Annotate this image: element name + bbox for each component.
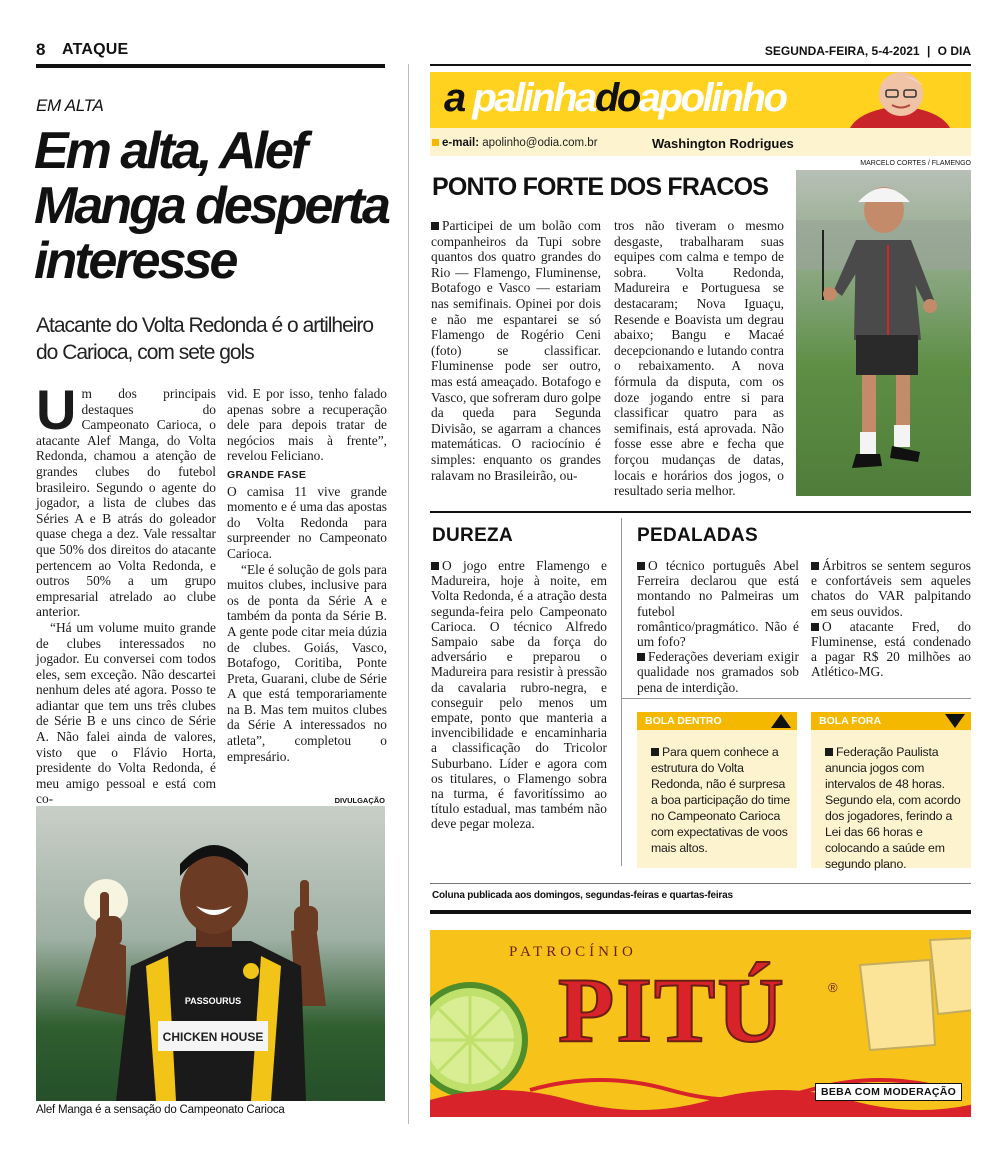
header-rule-left xyxy=(36,64,385,68)
column-divider xyxy=(408,64,409,1124)
email-address[interactable]: apolinho@odia.com.br xyxy=(482,137,598,149)
pedaladas-col-2 xyxy=(811,558,971,680)
column-main-col-2 xyxy=(614,218,784,499)
date-text: SEGUNDA-FEIRA, 5-4-2021 xyxy=(764,44,920,58)
column-main-title: PONTO FORTE DOS FRACOS xyxy=(432,173,769,201)
article-column-1 xyxy=(36,378,216,807)
coach-photo-credit: MARCELO CORTES / FLAMENGO xyxy=(860,160,971,167)
headline: Em alta, Alef Manga desperta interesse xyxy=(34,122,388,290)
article-paragraph: “Há um volume muito grande de clubes interessados no jogador. Eu conversei com todos eles, sem exceção. Não descartei nenhum deles até agora. Posso te adiantar que tem uns três clubes de Série B e uns cinco de Série A. Não falei ainda de valores, visto que o Flávio Horta, presidente do Volta Redonda, é meu amigo pessoal e está com co- xyxy=(36,619,216,807)
footer-note-rule xyxy=(430,883,971,884)
section-label: ATAQUE xyxy=(62,41,129,58)
column-paragraph: O atacante Fred, do Fluminense, está condenado a pagar R$ 20 milhões ao Atlético-MG. xyxy=(811,618,971,680)
footer-rule xyxy=(430,910,971,914)
photo-credit: DIVULGAÇÃO xyxy=(334,796,385,805)
article-paragraph: O camisa 11 vive grande momento e é uma das apostas do Volta Redonda para surpreender no Campeonato Carioca. xyxy=(227,483,387,561)
email-label: e-mail: xyxy=(442,137,480,149)
ad-registered-mark: ® xyxy=(828,980,838,995)
newspaper-name: O DIA xyxy=(937,44,971,58)
title-apolinho: apolinho xyxy=(638,76,786,120)
shirt-sponsor-1: PASSOURUS xyxy=(184,996,242,1006)
coach-illustration xyxy=(796,170,971,496)
columnist-portrait xyxy=(840,72,971,128)
pedaladas-col-1 xyxy=(637,558,799,695)
bola-fora-label: BOLA FORA xyxy=(811,712,971,730)
coach-photo xyxy=(796,170,971,496)
kicker: EM ALTA xyxy=(36,96,104,115)
column-paragraph: O técnico português Abel Ferreira declarou que está montando no Palmeiras um futebol romântico/pragmático. Não é um fofo? xyxy=(637,558,799,650)
column-author: Washington Rodrigues xyxy=(652,136,794,151)
subheadline: Atacante do Volta Redonda é o artilheiro do Carioca, com sete gols xyxy=(36,314,374,364)
bola-fora-text: Federação Paulista anuncia jogos com intervalos de 48 horas. Segundo ela, com acordo dos jogadores, ferindo a Lei das 66 horas e colocando a saúde em segundo plano. xyxy=(825,745,961,871)
column-email xyxy=(432,137,598,149)
column-paragraph: tros não tiveram o mesmo desgaste, trabalharam suas equipes com calma e tempo de sobra. Volta Redonda, Madureira e Portuguesa se destacaram; Nova Iguaçu, Resende e Boavista um degrau abaixo; Bangu e Macaé decepcionando e lutando contra o rebaixamento. A nova fórmula da disputa, com os doze jogando entre si para classificar quatro para as semifinais, está aprovada. Não fosse esse abre e fecha que forçou mudanças de datas, locais e horários dos jogos, o resultado seria melhor. xyxy=(614,218,784,499)
column-paragraph: Participei de um bolão com companheiros da Tupi sobre quantos dos quatro grandes do Rio — Flamengo, Fluminense, Botafogo e Vasco — estariam nas semifinais. Opinei por dois e não me espantarei se só Flamengo de Rogério Ceni (foto) se classificar. Fluminense pode ser outro, mas está ameaçado. Botafogo e Vasco, que sofreram duro golpe da queda para Segunda Divisão, se agarram a chances matemáticas. O raciocínio é simples: enquanto os grandes ralavam no Brasileirão, ou- xyxy=(431,218,601,483)
ad-disclaimer: BEBA COM MODERAÇÃO xyxy=(815,1083,962,1101)
bola-dentro-label: BOLA DENTRO xyxy=(637,712,797,730)
dureza-title: DUREZA xyxy=(432,525,513,546)
sponsor-ad[interactable] xyxy=(430,930,971,1117)
article-column-2 xyxy=(227,386,387,764)
column-main-col-1 xyxy=(431,218,601,483)
shirt-sponsor-2: CHICKEN HOUSE xyxy=(162,1030,264,1044)
ad-sponsor-label: PATROCÍNIO xyxy=(509,944,637,960)
title-a: a xyxy=(444,76,464,120)
pedaladas-rule xyxy=(622,698,971,699)
column-paragraph: O jogo entre Flamengo e Madureira, hoje à noite, em Volta Redonda, é a atração desta segunda-feira pelo Campeonato Carioca. O técnico Alfredo Sampaio sabe da força do adversário e preparou o Madureira para resistir à pressão da cavalaria rubro-negra, e conseguir pelo menos um empate, ponto que manteria a invencibilidade e encaminharia a classificação do Tricolor Suburbano. Líder e agora com os titulares, o Flamengo sobra na turma, é favoritíssimo ao título estadual, mas também não deve pegar moleza. xyxy=(431,558,607,832)
bola-dentro-text: Para quem conhece a estrutura do Volta Redonda, não é surpresa a boa participação do time no Campeonato Carioca com expectativas de voos mais altos. xyxy=(651,745,791,855)
subsection-divider xyxy=(621,518,622,866)
article-paragraph: vid. E por isso, tenho falado apenas sobre a recuperação dele para depois tratar de negócios mais à frente”, revelou Feliciano. xyxy=(227,386,387,464)
ad-brand: PITÚ xyxy=(558,959,786,1061)
article-paragraph: “Ele é solução de gols para muitos clubes, inclusive para os de ponta da Série A e também da ponta da Série B. A gente pode citar meia dúzia de clubes. Goiás, Vasco, Botafogo, Coritiba, Ponte Preta, Guarani, clube de Série A que está temporariamente na B. Mas tem muitos clubes da Série A interessados no atleta”, completou o empresário. xyxy=(227,561,387,764)
drop-cap: U xyxy=(36,378,77,441)
arrow-up-icon xyxy=(770,713,792,729)
column-footer-note: Coluna publicada aos domingos, segundas-feiras e quartas-feiras xyxy=(432,890,733,901)
section-rule xyxy=(430,511,971,513)
page-number: 8 xyxy=(36,40,46,59)
photo-caption: Alef Manga é a sensação do Campeonato Carioca xyxy=(36,1104,285,1116)
pedaladas-title: PEDALADAS xyxy=(637,525,758,546)
title-do: do xyxy=(594,76,639,120)
player-photo xyxy=(36,806,385,1101)
header-rule-right xyxy=(430,64,971,66)
article-paragraph: m dos principais destaques do Campeonato Carioca, o atacante Alef Manga, do Volta Redonda, chamou a atenção de grandes clubes do futebol brasileiro. Segundo o agente do jogador, a lista de clubes das Séries A e B atrás do goleador quase chega a dez. Vale ressaltar que 50% dos direitos do atacante pertencem ao Volta Redonda, e outros 50% a um grupo empresarial atrelado ao clube anterior. xyxy=(36,386,216,620)
player-illustration xyxy=(36,806,385,1101)
minihead: GRANDE FASE xyxy=(227,468,307,481)
column-banner xyxy=(430,72,971,128)
dureza-body xyxy=(431,558,607,832)
arrow-down-icon xyxy=(944,713,966,729)
column-paragraph: Árbitros se sentem seguros e confortáveis sem aqueles chatos do VAR palpitando em seus ouvidos. xyxy=(811,558,971,619)
page-date xyxy=(765,44,971,58)
column-title xyxy=(444,76,785,121)
column-paragraph: Federações deveriam exigir qualidade nos gramados sob pena de interdição. xyxy=(637,649,799,695)
title-palinha: palinha xyxy=(472,76,595,120)
date-separator: | xyxy=(926,44,931,58)
